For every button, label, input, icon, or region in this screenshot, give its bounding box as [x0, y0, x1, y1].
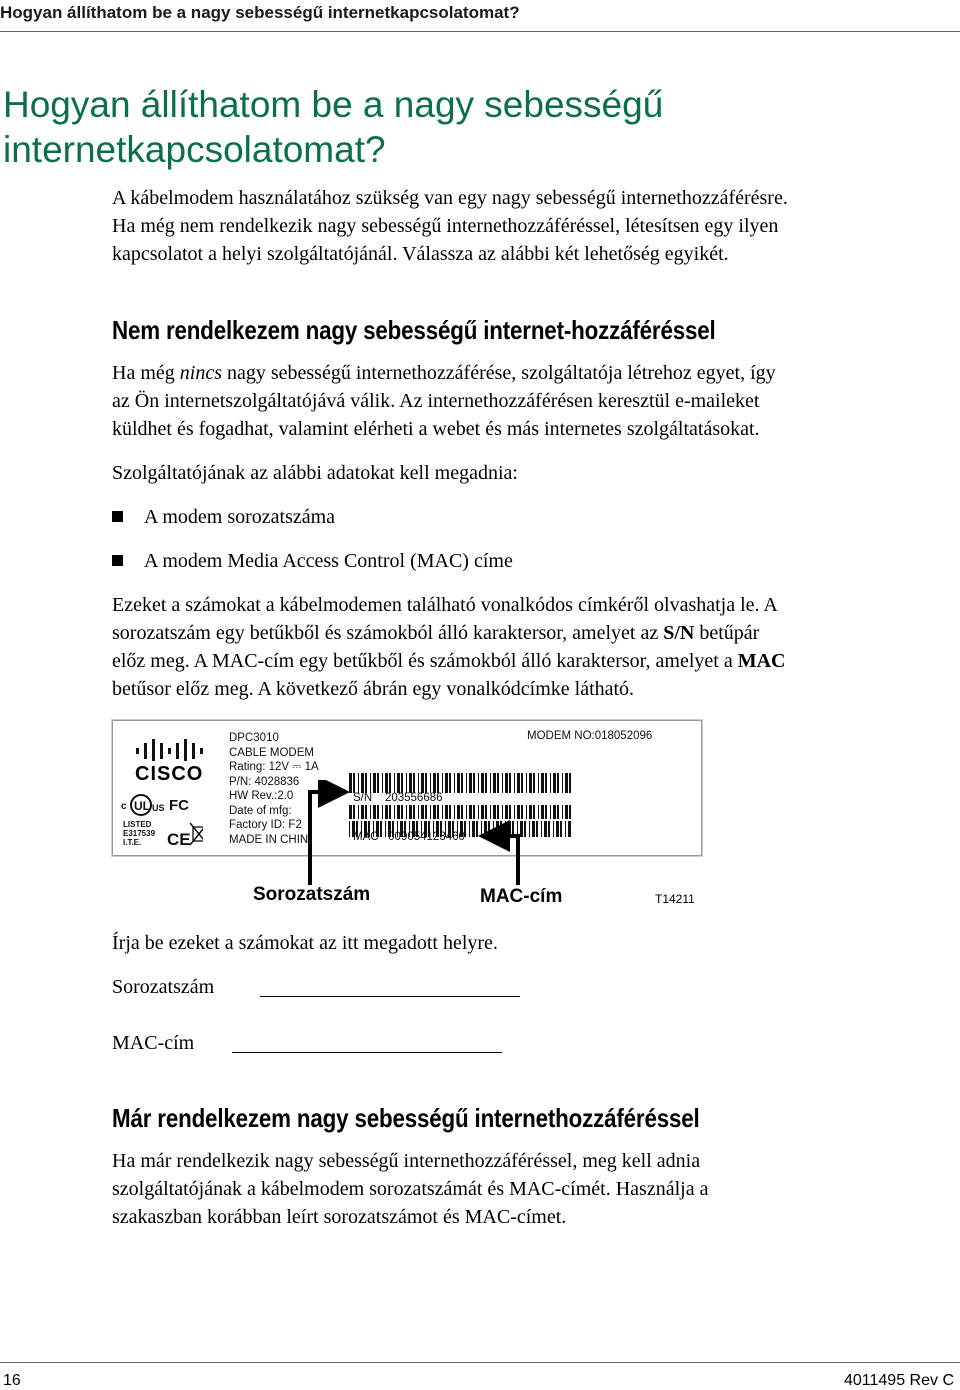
list-item: [112, 503, 335, 531]
label-factory: Factory ID: F2: [229, 819, 302, 831]
svg-text:US: US: [152, 803, 165, 813]
section1-paragraph2: Szolgáltatójának az alábbi adatokat kell megadnia:: [112, 462, 518, 484]
p3-line4: betűsor előz meg. A következő ábrán egy vonalkódcímke látható.: [112, 678, 635, 700]
section1-paragraph3: [112, 591, 942, 703]
bullet-square-icon: [112, 555, 123, 566]
svg-text:c: c: [121, 801, 127, 812]
s2-line2: szolgáltatójának a kábelmodem sorozatszámát és MAC-címét. Használja a: [112, 1178, 709, 1200]
label-modem-no: MODEM NO:018052096: [527, 730, 653, 742]
svg-text:FC: FC: [169, 797, 189, 814]
bullet-square-icon: [112, 511, 123, 522]
p3-line1: Ezeket a számokat a kábelmodemen található vonalkódos címkéről olvashatja le. A: [112, 594, 778, 616]
label-sn-value: 203556686: [384, 792, 443, 804]
figure-caption-mac: MAC-cím: [480, 886, 563, 907]
section2-paragraph: [112, 1147, 942, 1231]
mac-arrow-icon: [486, 836, 518, 885]
mac-field-label: MAC-cím: [112, 1032, 195, 1054]
cisco-logo-bars-icon: [135, 739, 205, 761]
s2-line1: Ha már rendelkezik nagy sebességű internethozzáféréssel, meg kell adnia: [112, 1150, 701, 1172]
p1-line3: küldhet és fogadhat, valamint elérheti a webet és más internetes szolgáltatásokat.: [112, 418, 760, 440]
bullet-text: A modem sorozatszáma: [144, 506, 336, 528]
label-mac-value: 009054123460: [388, 831, 465, 843]
label-sn-prefix: S/N: [353, 792, 373, 804]
running-header: Hogyan állíthatom be a nagy sebességű internetkapcsolatomat?: [0, 3, 520, 22]
write-numbers-instruction: Írja be ezeket a számokat az itt megadott helyre.: [112, 932, 498, 954]
section1-paragraph1: [112, 359, 942, 443]
p1-line1-em: nincs: [179, 362, 222, 384]
mac-entry-line: [232, 1052, 502, 1053]
serial-arrow-icon: [310, 792, 342, 885]
p3-line2-a: sorozatszám egy betűkből és számokból álló karaktersor, amelyet az: [112, 622, 664, 644]
label-made-in: MADE IN CHIN: [229, 833, 309, 846]
intro-line2: Ha még nem rendelkezik nagy sebességű internethozzáféréssel, létesítsen egy ilyen: [112, 215, 779, 237]
intro-paragraph: [112, 184, 942, 268]
figure-arrows: [200, 780, 620, 890]
page-title: [3, 82, 903, 172]
p1-line2: az Ön internetszolgáltatójává válik. Az internethozzáférésen keresztül e-maileket: [112, 390, 760, 412]
e-number-text: E317539: [123, 829, 156, 838]
label-pn: P/N: 4028836: [229, 775, 300, 788]
label-type: CABLE MODEM: [229, 746, 314, 759]
header-rule: [0, 31, 960, 32]
document-id: 4011495 Rev C: [844, 1372, 954, 1389]
svg-text:CE: CE: [167, 830, 191, 849]
page-title-line2: internetkapcsolatomat?: [3, 129, 386, 170]
label-rating: Rating: 12V ⎓ 1A: [229, 761, 319, 773]
p3-line3-a: előz meg. A MAC-cím egy betűkből és számokból álló karaktersor, amelyet a: [112, 650, 738, 672]
intro-line3: kapcsolatot a helyi szolgáltatójánál. Válassza az alábbi két lehetőség egyikét.: [112, 243, 729, 265]
label-mac-prefix: MAC: [353, 831, 379, 843]
label-cut-corner: [661, 720, 702, 761]
p3-line2-c: betűpár: [694, 622, 760, 644]
figure-caption-serial: Sorozatszám: [253, 884, 371, 905]
section-heading-no-internet: Nem rendelkezem nagy sebességű internet-hozzáféréssel: [112, 315, 716, 345]
page-number: 16: [3, 1372, 21, 1389]
label-hw-rev: HW Rev.:2.0: [229, 790, 294, 802]
intro-line1: A kábelmodem használatához szükség van egy nagy sebességű internethozzáférésre.: [112, 187, 788, 209]
page-title-line1: Hogyan állíthatom be a nagy sebességű: [3, 84, 664, 125]
s2-line3: szakaszban korábban leírt sorozatszámot és MAC-címet.: [112, 1206, 567, 1228]
label-model: DPC3010: [229, 732, 279, 744]
p3-line3-b: MAC: [737, 650, 786, 672]
list-item: [112, 547, 513, 575]
p3-line2-b: S/N: [663, 622, 695, 644]
serial-entry-line: [260, 996, 520, 997]
cisco-logo-text: CISCO: [135, 763, 204, 785]
label-date: Date of mfg:: [229, 804, 292, 817]
figure-id: T14211: [655, 892, 695, 906]
ite-text: I.T.E.: [123, 838, 142, 847]
svg-text:UL: UL: [134, 799, 150, 813]
footer-rule: [0, 1362, 960, 1363]
listed-text: LISTED: [123, 820, 152, 829]
listed-mark: [123, 820, 155, 847]
bullet-text: A modem Media Access Control (MAC) címe: [144, 550, 513, 572]
section-heading-has-internet: Már rendelkezem nagy sebességű internethozzáféréssel: [112, 1103, 700, 1133]
p1-line1-a: Ha még: [112, 362, 180, 384]
serial-field-label: Sorozatszám: [112, 976, 215, 998]
p1-line1-b: nagy sebességű internethozzáférése, szolgáltatója létrehoz egyet, így: [221, 362, 776, 384]
